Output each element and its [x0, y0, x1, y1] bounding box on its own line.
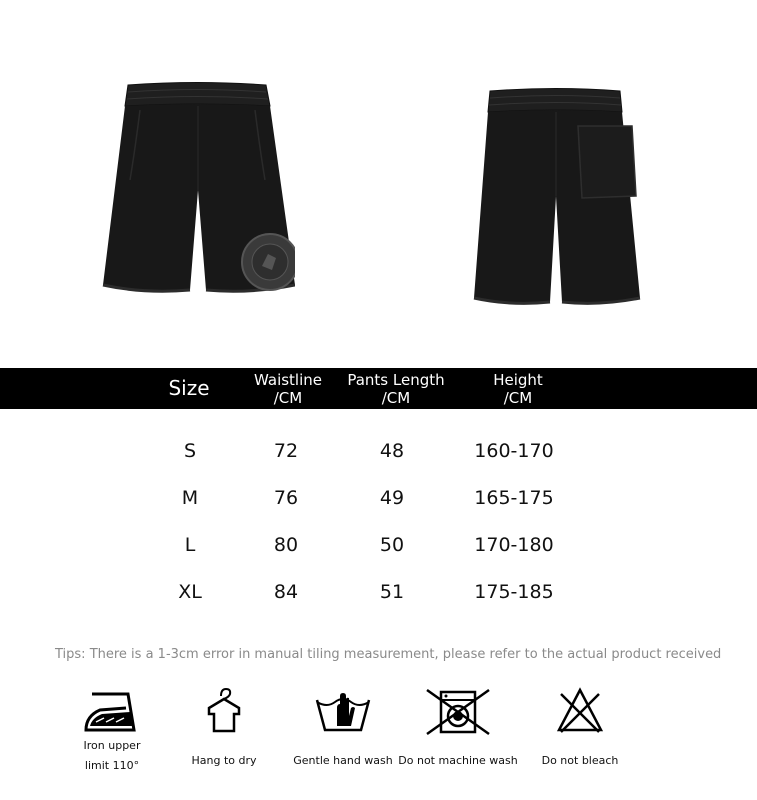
- row-height: 175-185: [474, 581, 554, 603]
- care-item-iron: [74, 686, 150, 776]
- iron-icon: [82, 686, 142, 736]
- measurement-tips: Tips: There is a 1-3cm error in manual tiling measurement, please refer to the actual product received: [55, 647, 722, 662]
- care-label-iron-line1: Iron upper: [83, 739, 141, 752]
- row-size: L: [184, 534, 196, 556]
- header-waistline-label: Waistline: [254, 371, 322, 389]
- product-views: [0, 0, 757, 360]
- care-label-no-bleach: Do not bleach: [541, 754, 619, 767]
- table-row: [0, 577, 757, 607]
- row-height: 160-170: [474, 440, 554, 462]
- row-size: S: [183, 440, 197, 462]
- row-size: XL: [178, 581, 202, 603]
- hand-wash-icon: [313, 686, 373, 736]
- row-size: M: [181, 487, 199, 509]
- care-instructions: [0, 686, 757, 796]
- table-row: [0, 436, 757, 466]
- row-waistline: 72: [273, 440, 299, 462]
- care-item-hand-wash: [290, 686, 396, 771]
- table-row: [0, 530, 757, 560]
- care-label-hand-wash: Gentle hand wash: [293, 754, 393, 767]
- row-pants-length: 50: [379, 534, 405, 556]
- hanger-icon: [199, 686, 249, 736]
- row-waistline: 76: [273, 487, 299, 509]
- row-height: 165-175: [474, 487, 554, 509]
- row-height: 170-180: [474, 534, 554, 556]
- care-label-hang: Hang to dry: [191, 754, 257, 767]
- header-pants-length-unit: /CM: [381, 389, 411, 407]
- row-waistline: 84: [273, 581, 299, 603]
- table-row: [0, 483, 757, 513]
- size-chart-header: [0, 368, 757, 409]
- header-pants-length: [334, 371, 458, 407]
- row-pants-length: 51: [379, 581, 405, 603]
- row-pants-length: 48: [379, 440, 405, 462]
- row-waistline: 80: [273, 534, 299, 556]
- header-height-unit: /CM: [503, 389, 533, 407]
- shorts-front-icon: [100, 80, 295, 305]
- header-height-label: Height: [493, 371, 543, 389]
- care-item-hang: [184, 686, 264, 771]
- care-label-no-machine-wash: Do not machine wash: [398, 754, 518, 767]
- shorts-back-icon: [470, 86, 642, 308]
- header-pants-length-label: Pants Length: [347, 371, 445, 389]
- row-pants-length: 49: [379, 487, 405, 509]
- care-label-iron-line2: limit 110°: [84, 759, 140, 772]
- logo-patch-icon: [242, 234, 295, 290]
- no-bleach-icon: [555, 686, 605, 736]
- no-machine-wash-icon: [423, 686, 493, 736]
- care-item-no-machine-wash: [398, 686, 518, 771]
- header-height: [466, 371, 570, 407]
- header-waistline: [238, 371, 338, 407]
- header-size: Size: [168, 376, 210, 400]
- header-waistline-unit: /CM: [273, 389, 303, 407]
- care-item-no-bleach: [534, 686, 626, 771]
